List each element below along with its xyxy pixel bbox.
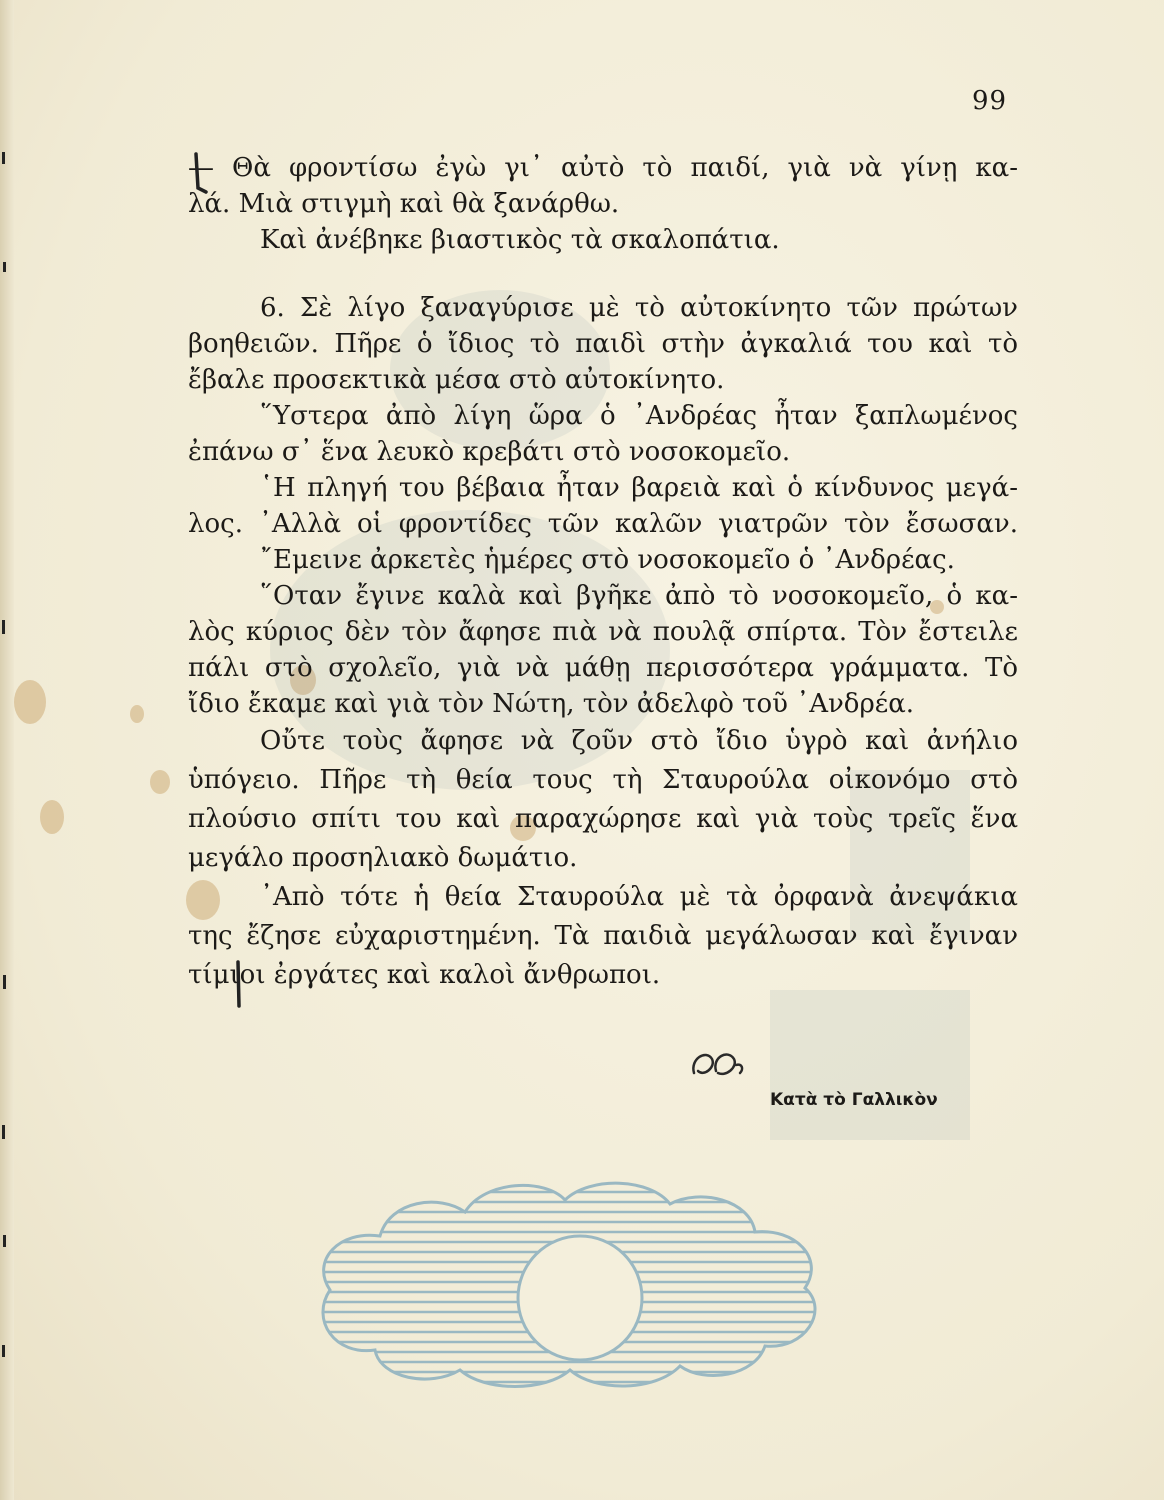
text-line: ᾿Απὸ τότε ἡ θεία Σταυρούλα μὲ τὰ ὀρφανὰ ἀνεψάκια	[260, 882, 1018, 912]
text-line: ἴδιο ἔκαμε καὶ γιὰ τὸν Νώτη, τὸν ἀδελφὸ τοῦ ᾿Ανδρέα.	[188, 689, 915, 719]
page-number: 99	[972, 86, 1008, 116]
binding-mark	[3, 1235, 6, 1247]
body-text	[188, 150, 1018, 995]
text-line: βοηθειῶν. Πῆρε ὁ ἴδιος τὸ παιδὶ στὴν ἀγκαλιά του καὶ τὸ	[188, 329, 1018, 359]
text-line: ῞Υστερα ἀπὸ λίγη ὥρα ὁ ᾿Ανδρέας ἦταν ξαπλωμένος	[260, 401, 1018, 431]
text-line: Καὶ ἀνέβηκε βιαστικὸς τὰ σκαλοπάτια.	[260, 225, 780, 255]
source-attribution: Κατὰ τὸ Γαλλικὸν	[770, 1090, 938, 1110]
binding-mark	[3, 975, 6, 989]
text-line: ἐπάνω σ᾿ ἕνα λευκὸ κρεβάτι στὸ νοσοκομεῖο.	[188, 437, 791, 467]
text-line: λὸς κύριος δὲν τὸν ἄφησε πιὰ νὰ πουλᾷ σπίρτα. Τὸν ἔστειλε	[188, 617, 1018, 647]
binding-mark	[2, 1125, 5, 1139]
foxing-stain	[14, 680, 46, 724]
text-line: τίμιοι ἐργάτες καὶ καλοὶ ἄνθρωποι.	[188, 960, 661, 990]
binding-mark	[2, 620, 5, 634]
margin-pencil-mark	[192, 152, 208, 194]
binding-mark	[3, 262, 6, 272]
foxing-stain	[150, 770, 170, 794]
text-line: πάλι στὸ σχολεῖο, γιὰ νὰ μάθῃ περισσότερα γράμματα. Τὸ	[188, 653, 1018, 683]
page-binding-edge	[0, 0, 14, 1500]
text-line: λά. Μιὰ στιγμὴ καὶ θὰ ξανάρθω.	[188, 189, 620, 219]
binding-mark	[2, 152, 5, 164]
text-line: πλούσιο σπίτι του καὶ παραχώρησε καὶ γιὰ τοὺς τρεῖς ἕνα	[188, 804, 1018, 834]
foxing-stain	[40, 800, 64, 834]
sun-disc	[518, 1236, 642, 1360]
text-line: Οὔτε τοὺς ἄφησε νὰ ζοῦν στὸ ἴδιο ὑγρὸ καὶ ἀνήλιο	[260, 726, 1018, 756]
text-line: λος. ᾿Αλλὰ οἱ φροντίδες τῶν καλῶν γιατρῶν τὸν ἔσωσαν.	[188, 509, 1018, 539]
text-line: ῎Εμεινε ἀρκετὲς ἡμέρες στὸ νοσοκομεῖο ὁ ᾿Ανδρέας.	[260, 545, 955, 575]
text-line: ῞Οταν ἔγινε καλὰ καὶ βγῆκε ἀπὸ τὸ νοσοκομεῖο, ὁ κα-	[260, 581, 1018, 611]
text-line: ἔβαλε προσεκτικὰ μέσα στὸ αὐτοκίνητο.	[188, 365, 725, 395]
handwritten-scribble	[688, 1045, 748, 1081]
text-line: ὑπόγειο. Πῆρε τὴ θεία τους τὴ Σταυρούλα οἰκονόμο στὸ	[188, 765, 1018, 795]
foxing-stain	[130, 705, 144, 723]
text-line: 6. Σὲ λίγο ξαναγύρισε μὲ τὸ αὐτοκίνητο τῶν πρώτων	[260, 293, 1018, 323]
margin-pencil-mark	[232, 960, 246, 1010]
text-line: της ἔζησε εὐχαριστημένη. Τὰ παιδιὰ μεγάλωσαν καὶ ἔγιναν	[188, 921, 1018, 951]
text-line: — Θὰ φροντίσω ἐγὼ γι᾿ αὐτὸ τὸ παιδί, γιὰ νὰ γίνῃ κα-	[188, 153, 1018, 183]
text-line: ῾Η πληγή του βέβαια ἦταν βαρειὰ καὶ ὁ κίνδυνος μεγά-	[260, 473, 1018, 503]
sun-cloud-vignette	[300, 1170, 840, 1400]
text-line: μεγάλο προσηλιακὸ δωμάτιο.	[188, 843, 578, 873]
binding-mark	[2, 1345, 5, 1357]
